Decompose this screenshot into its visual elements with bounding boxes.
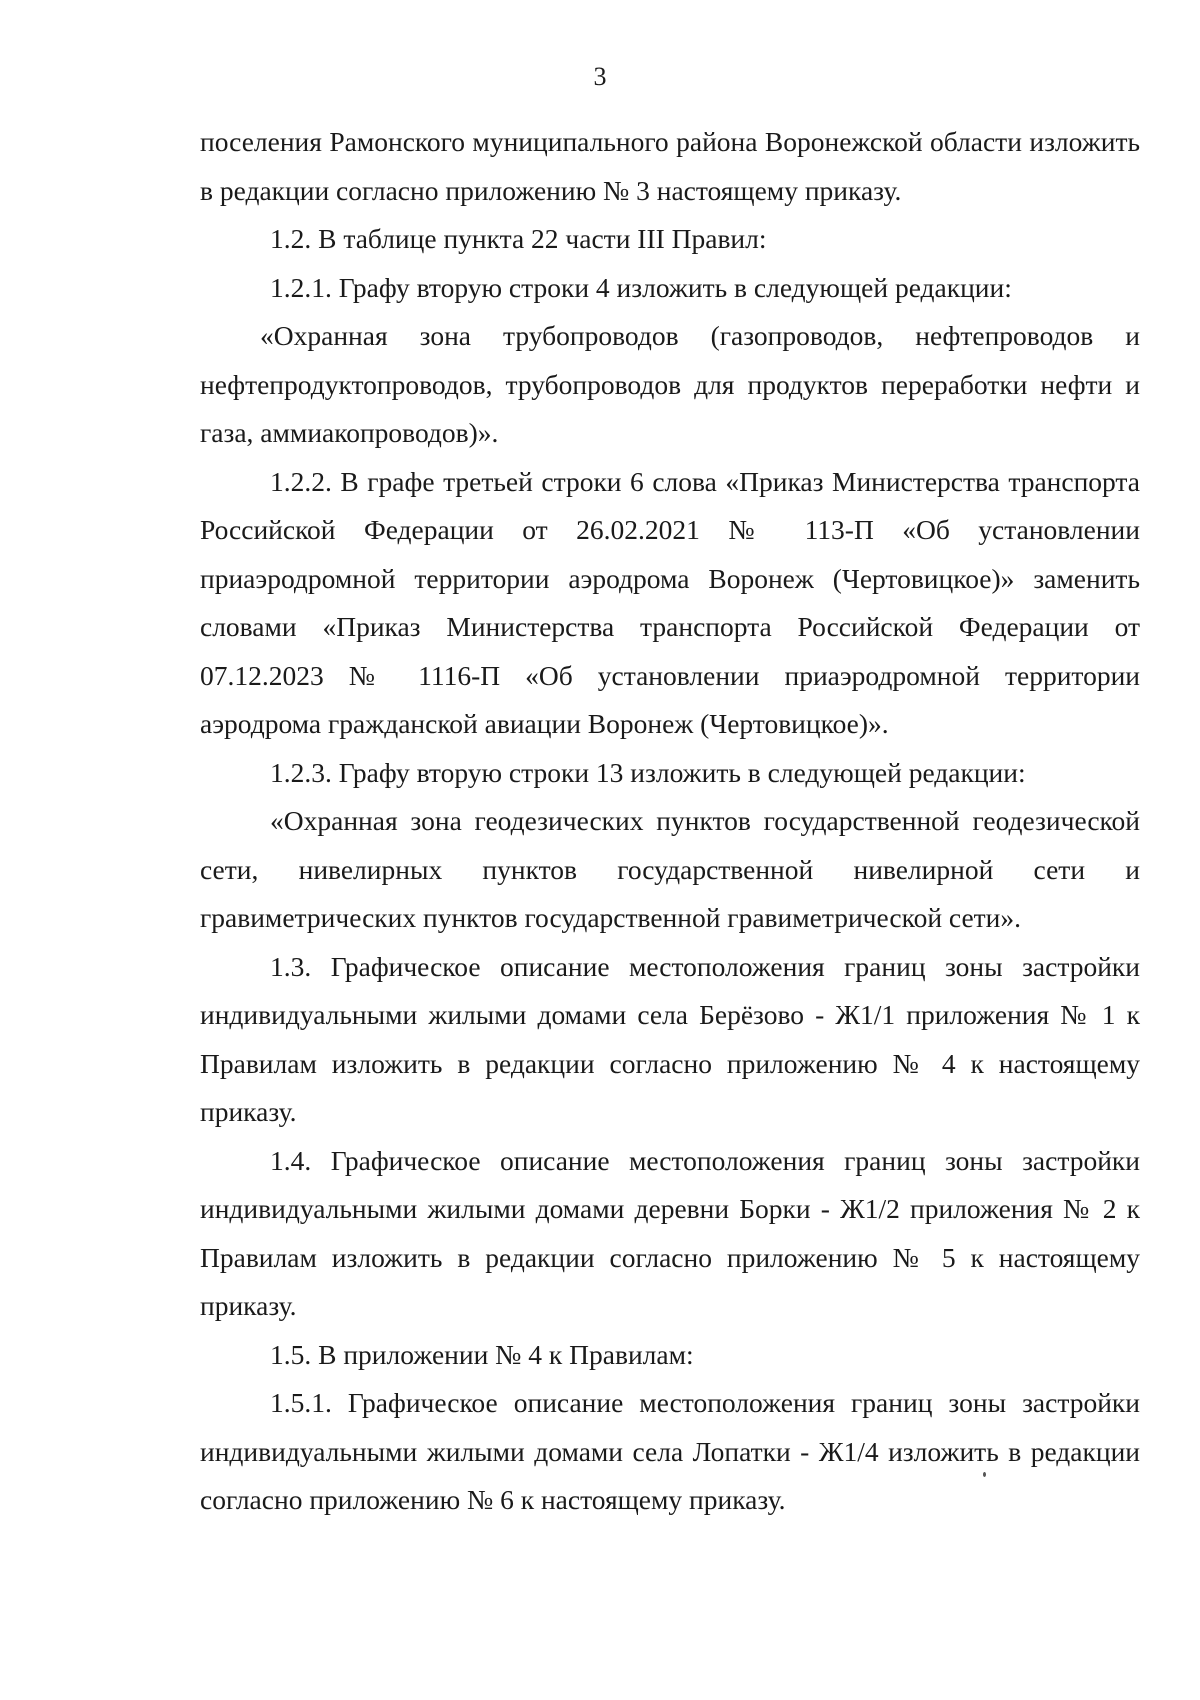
paragraph-1-4: 1.4. Графическое описание местоположения границ зоны застройки индивидуальными жилыми домами деревни Борки - Ж1/2 приложения № 2 к Правилам изложить в редакции согласно приложению № 5 к настоящему приказу. (200, 1144, 1140, 1321)
paragraph-1-2: 1.2. В таблице пункта 22 части III Правил: (270, 223, 767, 254)
document-body (200, 118, 1140, 1525)
scan-speck (983, 1472, 986, 1477)
paragraph-1-3: 1.3. Графическое описание местоположения границ зоны застройки индивидуальными жилыми домами села Берёзово - Ж1/1 приложения № 1 к Правилам изложить в редакции согласно приложению № 4 к настоящему приказу. (200, 950, 1140, 1127)
paragraph-1-2-3: 1.2.3. Графу вторую строки 13 изложить в следующей редакции: (270, 756, 1026, 788)
paragraph-quote-pipelines: «Охранная зона трубопроводов (газопроводов, нефтепроводов и нефтепродуктопроводов, трубопроводов для продуктов переработки нефти и газа, аммиакопроводов)». (200, 320, 1140, 448)
page-number: 3 (593, 62, 607, 91)
paragraph-continuation: поселения Рамонского муниципального района Воронежской области изложить в редакции согласно приложению № 3 настоящему приказу. (200, 126, 1140, 206)
paragraph-quote-geodetic: «Охранная зона геодезических пунктов государственной геодезической сети, нивелирных пунктов государственной нивелирной сети и гравиметрических пунктов государственной гравиметрической сети». (200, 805, 1140, 933)
paragraph-1-5: 1.5. В приложении № 4 к Правилам: (270, 1338, 694, 1370)
paragraph-1-5-1: 1.5.1. Графическое описание местоположения границ зоны застройки индивидуальными жилыми домами села Лопатки - Ж1/4 изложить в редакции согласно приложению № 6 к настоящему приказу. (200, 1387, 1140, 1515)
paragraph-1-2-1: 1.2.1. Графу вторую строки 4 изложить в следующей редакции: (270, 271, 1012, 303)
paragraph-1-2-2: 1.2.2. В графе третьей строки 6 слова «Приказ Министерства транспорта Российской Федерации от 26.02.2021 № 113-П «Об установлении приаэродромной территории аэродрома Воронеж (Чертовицкое)» заменить словами «Приказ Министерства транспорта Российской Федерации от 07.12.2023 № 1116-П «Об установлении приаэродромной территории аэродрома гражданской авиации Воронеж (Чертовицкое)». (200, 465, 1140, 739)
